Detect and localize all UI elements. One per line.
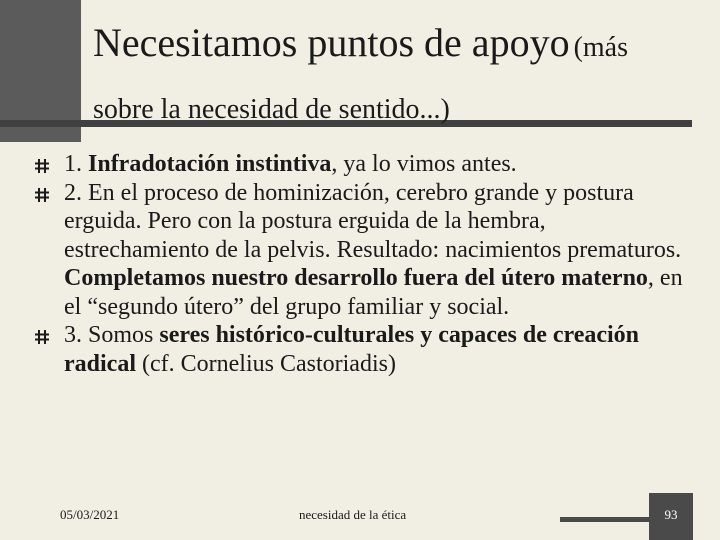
title-main: Necesitamos puntos de apoyo (93, 20, 570, 65)
title-paren: (más (573, 32, 628, 63)
list-item (34, 150, 684, 179)
item-text: 2. En el proceso de hominización, cerebro grande y postura erguida. Pero con la postura erguida de la hembra, estrechamiento de la pelvis. Resultado: nacimientos prematuros. (64, 179, 682, 263)
item-text: (cf. Cornelius Castoriadis) (136, 350, 396, 377)
slide-title (93, 14, 713, 143)
bullet-list (34, 150, 684, 378)
hash-bullet-icon (34, 158, 50, 174)
emphasis-text: Infradotación instintiva (88, 151, 332, 177)
list-item (34, 321, 684, 378)
footer-date: 05/03/2021 (60, 507, 120, 522)
page-number-box (649, 493, 693, 540)
footer-title: necesidad de la ética (299, 507, 407, 522)
emphasis-text: seres histórico-culturales y capaces de creación radical (64, 322, 640, 377)
item-text: , ya lo vimos antes. (331, 151, 517, 177)
list-item (34, 179, 684, 322)
item-text: , en el “segundo útero” del grupo familiar y social. (64, 265, 683, 320)
item-text: 3. Somos (64, 322, 160, 348)
emphasis-text: Completamos nuestro desarrollo fuera del útero materno (64, 265, 648, 291)
page-number: 93 (664, 507, 678, 522)
hash-bullet-icon (34, 329, 50, 345)
title-line2: sobre la necesidad de sentido...) (93, 94, 450, 125)
item-text: 1. (64, 151, 88, 177)
hash-bullet-icon (34, 187, 50, 203)
footer-divider (560, 517, 649, 522)
